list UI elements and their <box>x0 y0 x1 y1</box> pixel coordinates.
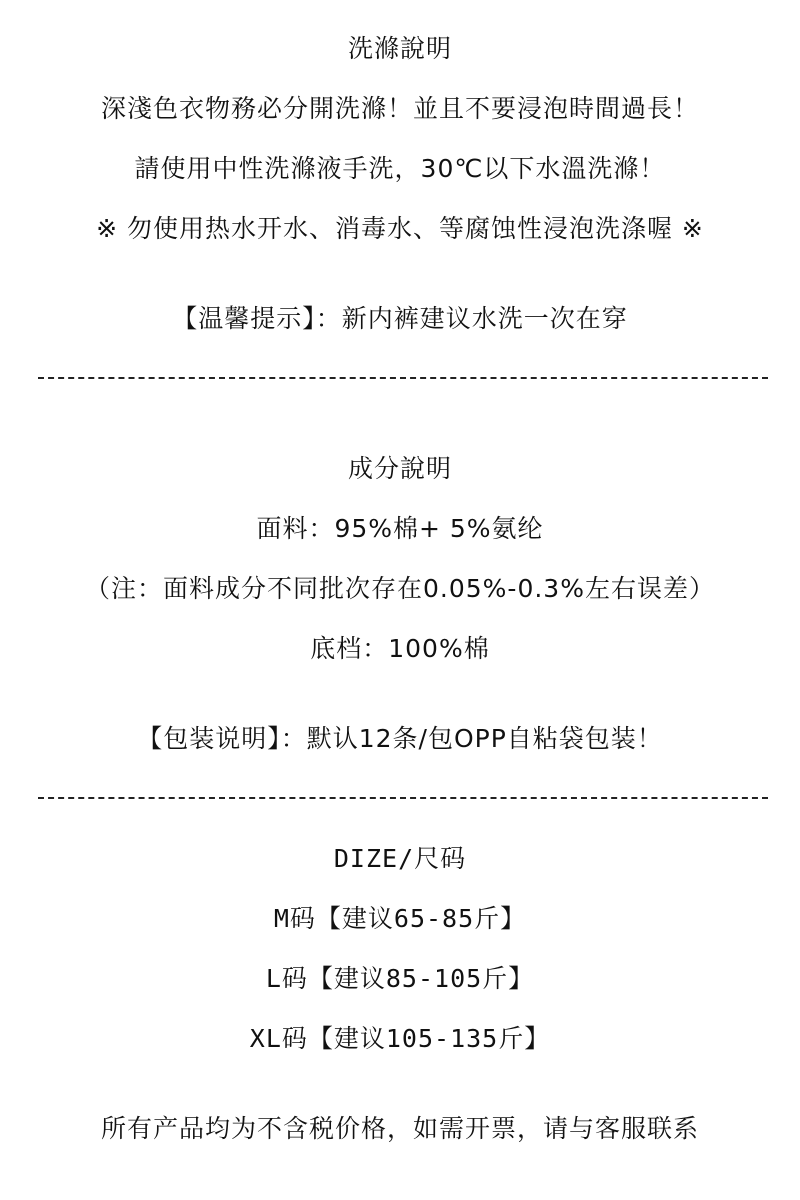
divider-1 <box>38 377 768 379</box>
composition-note: （注：面料成分不同批次存在0.05%-0.3%左右误差） <box>85 574 715 603</box>
packaging-note: 【包装说明】：默认12条/包OPP自粘袋包装！ <box>137 724 663 753</box>
washing-line-2: 請使用中性洗滌液手洗，30℃以下水溫洗滌！ <box>134 154 666 183</box>
size-item-l: L码【建议85-105斤】 <box>265 964 535 993</box>
size-item-xl: XL码【建议105-135斤】 <box>249 1024 551 1053</box>
composition-title: 成分說明 <box>347 454 452 483</box>
footer-note: 所有产品均为不含税价格，如需开票，请与客服联系 <box>100 1114 699 1143</box>
composition-crotch: 底档：100%棉 <box>310 634 490 663</box>
size-title: DIZE/尺码 <box>333 844 467 873</box>
washing-line-3: ※ 勿使用热水开水、消毒水、等腐蚀性浸泡洗涤喔 ※ <box>96 214 704 243</box>
size-item-m: M码【建议65-85斤】 <box>273 904 527 933</box>
divider-2 <box>38 797 768 799</box>
washing-tip: 【温馨提示】：新内裤建议水洗一次在穿 <box>172 304 628 333</box>
composition-fabric: 面料：95%棉+ 5%氨纶 <box>256 514 544 543</box>
washing-title: 洗滌說明 <box>347 34 452 63</box>
washing-line-1: 深淺色衣物務必分開洗滌！並且不要浸泡時間過長！ <box>100 94 699 123</box>
